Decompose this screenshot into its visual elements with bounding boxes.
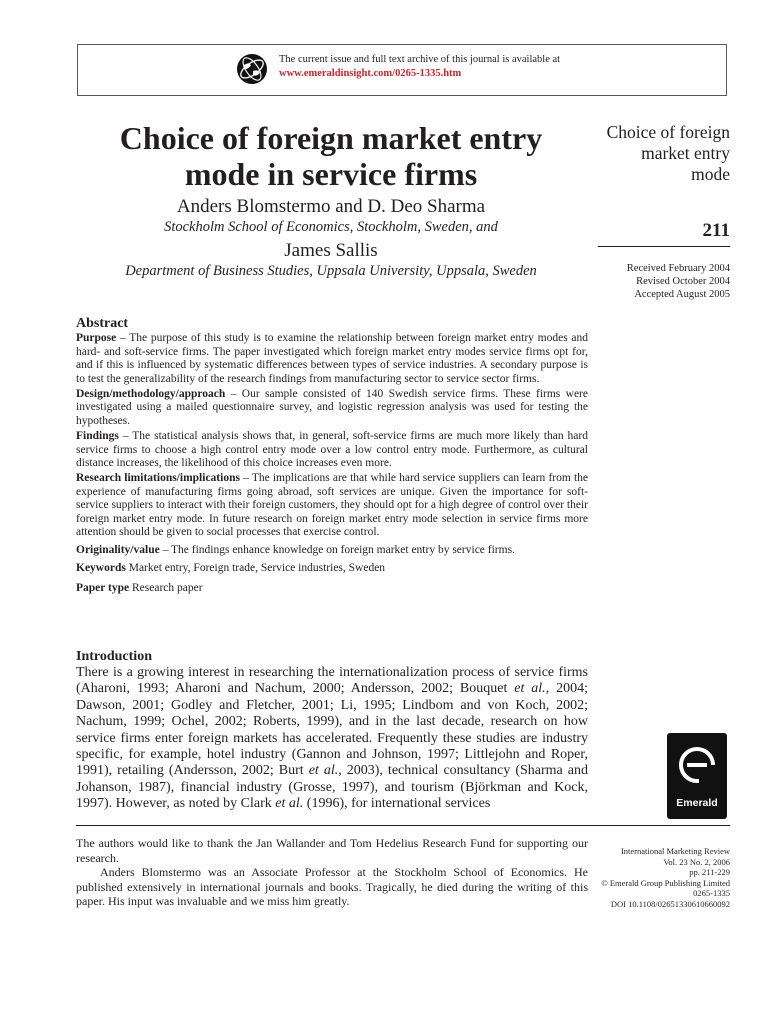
design-text: – Our sample consisted of 140 Swedish service firms. These firms were investigated using a mailed questionnaire survey, and logistic regression analysis was used for testing the hypotheses. [76,388,588,427]
intro-run-3: , 2003), technical consultancy (Sharma and Johanson, 1987), financial industry (Grosse, 1997), and tourism (Björkman and Kock, 1997). However, as noted by Clark [76,763,589,812]
accepted-date: Accepted August 2005 [634,289,730,300]
originality-label: Originality/value [76,543,160,556]
abstract-limitations [76,472,588,539]
paper-type [76,582,588,595]
limitations-text: – The implications are that while hard service suppliers can learn from the experience of manufacturing firms going abroad, soft services are unique. Given the importance for soft-service suppliers to interact with their foreign customers, they should opt for a high degree of control over their foreign market entry mode. In future research on foreign market entry mode selection in service firms more attention should be given to social processes that exercise control. [76,472,589,539]
journal-copyright: © Emerald Group Publishing Limited [601,877,730,888]
title-line-1: Choice of foreign market entry [119,120,543,156]
keywords-text: Market entry, Foreign trade, Service industries, Sweden [125,561,386,574]
findings-label: Findings [76,430,119,443]
intro-run-4: (1996), for international services [303,796,491,812]
author-affiliation-1: Stockholm School of Economics, Stockholm, Sweden, and [164,219,498,235]
limitations-label: Research limitations/implications [76,472,240,485]
footnote [76,836,588,909]
abstract-heading: Abstract [76,316,129,331]
intro-italic-2: et al. [308,763,339,779]
intro-italic-1: et al. [514,681,546,697]
author-names-1: Anders Blomstermo and D. Deo Sharma [176,196,486,217]
sidebar-divider [598,246,730,247]
paper-type-text: Research paper [129,582,203,595]
revised-date: Revised October 2004 [636,276,730,287]
purpose-label: Purpose [76,332,117,345]
title-line-2: mode in service firms [184,156,478,192]
introduction-text [76,665,588,813]
submission-dates [590,262,730,301]
journal-availability-banner [77,44,727,96]
author-names-2: James Sallis [284,240,378,261]
abstract-originality [76,544,588,557]
journal-volume: Vol. 23 No. 2, 2006 [663,856,730,867]
abstract-section [76,317,588,596]
intro-run-2: , 2004; Dawson, 2001; Godley and Fletcher, 2001; Li, 1995; Lindbom and von Koch, 2002; Nachum, 1999; Ochel, 2002; Roberts, 1999), and in the last decade, research on how service firms enter foreign markets has accelerated. Frequently these studies are industry specific, for example, hotel industry (Gannon and Johnson, 1997; Littlejohn and Roper, 1991), retailing (Andersson, 2002; Burt [76,681,588,779]
abstract-findings [76,430,588,470]
emerald-logo [667,733,727,819]
journal-pages: pp. 211-229 [689,867,730,878]
emerald-mark-icon [677,743,717,791]
introduction-heading: Introduction [76,649,152,664]
abstract-design [76,388,588,428]
paper-type-label: Paper type [76,582,130,595]
footnote-acknowledgement: The authors would like to thank the Jan Wallander and Tom Hedelius Research Fund for supporting our research. [76,836,588,865]
running-title-line-1: Choice of foreign [606,122,730,142]
emerald-logo-text: Emerald [676,797,718,809]
globe-icon [236,53,268,85]
running-title [590,122,730,185]
abstract-purpose [76,332,588,386]
running-title-line-2: market entry [641,143,730,163]
findings-text: – The statistical analysis shows that, in general, soft-service firms are much more likely than hard service firms to choose a high control entry mode over a low control entry mode. Furthermore, as cultural distance increases, the likelihood of this choice increases even more. [76,430,588,470]
running-title-line-3: mode [691,164,730,184]
article-title [77,120,585,192]
author-affiliation-2: Department of Business Studies, Uppsala University, Uppsala, Sweden [125,263,537,279]
design-label: Design/methodology/approach [76,388,226,401]
intro-italic-3: et al. [275,796,304,812]
footnote-divider [76,825,730,826]
purpose-text: – The purpose of this study is to examine the relationship between foreign market entry modes and hard- and soft-service firms. The paper investigated which foreign market entry modes service firms opt for, and if this is influenced by systematic differences between types of service industries. A secondary purpose is to test the generalizability of the research findings from manufacturing sector to service sector firms. [76,332,588,385]
journal-citation-info [586,846,730,910]
footnote-dedication: Anders Blomstermo was an Associate Professor at the Stockholm School of Economics. He published extensively in international journals and books. Tragically, he died during the writing of this paper. His input was invaluable and we miss him greatly. [76,865,588,909]
banner-text: The current issue and full text archive of this journal is available at [279,54,561,65]
journal-url-link[interactable]: www.emeraldinsight.com/0265-1335.htm [279,68,462,79]
journal-doi: DOI 10.1108/02651330610660092 [610,898,730,909]
page-number: 211 [702,220,730,241]
keywords-label: Keywords [76,561,126,574]
keywords [76,562,588,575]
originality-text: – The findings enhance knowledge on foreign market entry by service firms. [159,543,515,556]
journal-issn: 0265-1335 [693,888,730,899]
received-date: Received February 2004 [626,263,730,274]
journal-name: International Marketing Review [620,846,730,856]
intro-run-1: There is a growing interest in researching the internationalization process of service firms (Aharoni, 1993; Aharoni and Nachum, 2000; Andersson, 2002; Bouquet [76,665,588,697]
